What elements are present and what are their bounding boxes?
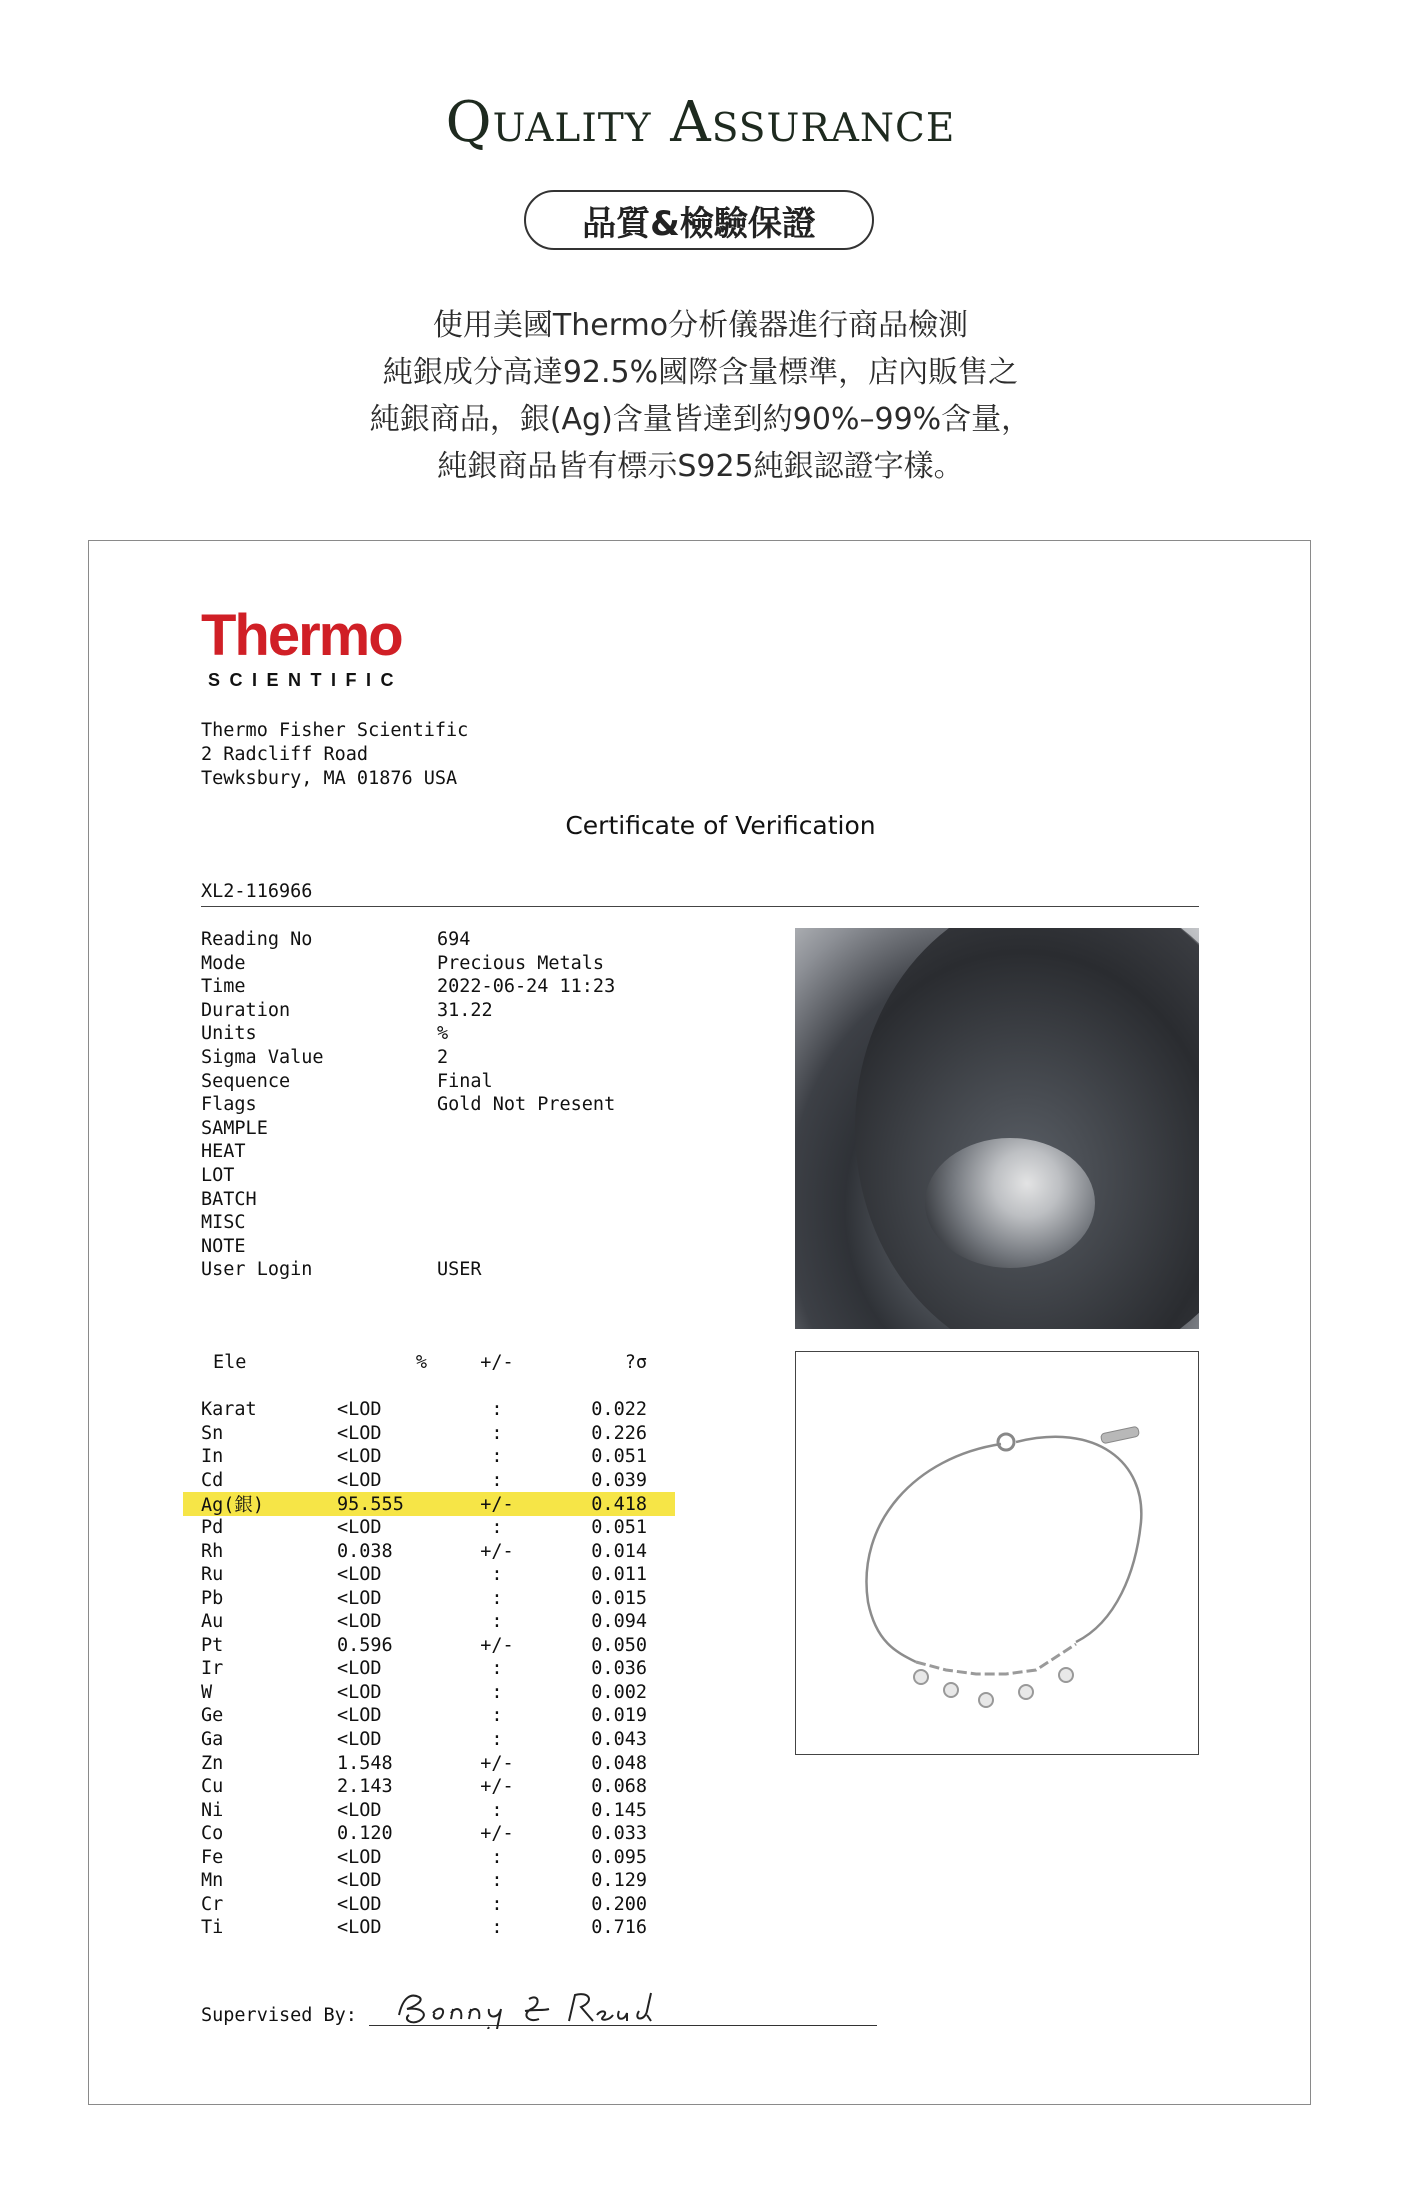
plusminus-cell: : bbox=[491, 1729, 503, 1751]
metadata-key: HEAT bbox=[201, 1141, 246, 1163]
sigma-cell: 0.015 bbox=[591, 1587, 647, 1609]
plusminus-cell: : bbox=[491, 1611, 503, 1633]
plusminus-cell: : bbox=[491, 1893, 503, 1915]
plusminus-cell: : bbox=[491, 1681, 503, 1703]
metadata-key: Duration bbox=[201, 999, 291, 1021]
plusminus-cell: +/- bbox=[480, 1776, 514, 1798]
table-row bbox=[201, 1775, 671, 1799]
percent-cell: <LOD bbox=[337, 1870, 382, 1892]
table-header bbox=[201, 1351, 671, 1375]
divider bbox=[201, 906, 1199, 907]
sigma-cell: 0.129 bbox=[591, 1870, 647, 1892]
table-row bbox=[201, 1916, 671, 1940]
col-header-sigma: ?σ bbox=[624, 1352, 647, 1374]
percent-cell: <LOD bbox=[337, 1729, 382, 1751]
sigma-cell: 0.036 bbox=[591, 1658, 647, 1680]
plusminus-cell: +/- bbox=[480, 1493, 514, 1515]
percent-cell: <LOD bbox=[337, 1799, 382, 1821]
plusminus-cell: : bbox=[491, 1564, 503, 1586]
sample-photo-rim bbox=[855, 928, 1199, 1329]
certificate-document bbox=[88, 540, 1311, 2105]
intro-line: 使用美國Thermo分析儀器進行商品檢測 bbox=[432, 308, 969, 343]
plusminus-cell: : bbox=[491, 1470, 503, 1491]
sigma-cell: 0.068 bbox=[591, 1776, 647, 1798]
percent-cell: <LOD bbox=[337, 1846, 382, 1868]
element-cell: Ti bbox=[201, 1917, 224, 1939]
percent-cell: 95.555 bbox=[337, 1493, 404, 1515]
element-cell: Karat bbox=[201, 1399, 257, 1421]
metadata-row bbox=[201, 1235, 621, 1259]
percent-cell: <LOD bbox=[337, 1399, 382, 1421]
metadata-value: USER bbox=[437, 1259, 482, 1281]
metadata-key: Units bbox=[201, 1023, 257, 1045]
table-row bbox=[201, 1445, 671, 1469]
element-cell: Zn bbox=[201, 1752, 224, 1774]
percent-cell: <LOD bbox=[337, 1917, 382, 1939]
address-line: Thermo Fisher Scientific bbox=[201, 720, 469, 741]
plusminus-cell: : bbox=[491, 1517, 503, 1539]
sigma-cell: 0.051 bbox=[591, 1517, 647, 1539]
element-cell: Sn bbox=[201, 1422, 224, 1444]
table-row bbox=[201, 1704, 671, 1728]
table-row bbox=[201, 1798, 671, 1822]
table-row bbox=[201, 1586, 671, 1610]
intro-line: 純銀商品皆有標示S925純銀認證字樣。 bbox=[437, 449, 964, 484]
sigma-cell: 0.094 bbox=[591, 1611, 647, 1633]
percent-cell: <LOD bbox=[337, 1893, 382, 1915]
sigma-cell: 0.011 bbox=[591, 1564, 647, 1586]
metadata-key: Reading No bbox=[201, 929, 313, 950]
intro-line: 純銀商品，銀(Ag)含量皆達到約90%–99%含量， bbox=[369, 402, 1032, 437]
metadata-row bbox=[201, 1022, 621, 1046]
sample-photo bbox=[795, 928, 1199, 1329]
percent-cell: 2.143 bbox=[337, 1776, 393, 1798]
table-row bbox=[201, 1634, 671, 1658]
sample-photo-stone bbox=[925, 1138, 1095, 1268]
address-line: 2 Radcliff Road bbox=[201, 744, 369, 765]
percent-cell: <LOD bbox=[337, 1681, 382, 1703]
metadata-row bbox=[201, 1070, 621, 1094]
sigma-cell: 0.200 bbox=[591, 1893, 647, 1915]
table-row bbox=[201, 1516, 671, 1540]
intro-text bbox=[0, 302, 1401, 490]
percent-cell: <LOD bbox=[337, 1517, 382, 1539]
col-header-element: Ele bbox=[213, 1352, 247, 1374]
signature-line bbox=[369, 1985, 877, 2026]
table-row bbox=[201, 1469, 671, 1493]
element-cell: In bbox=[201, 1446, 224, 1468]
thermo-logo-subtitle: SCIENTIFIC bbox=[208, 670, 404, 690]
metadata-value: % bbox=[437, 1023, 449, 1045]
plusminus-cell: +/- bbox=[480, 1823, 514, 1845]
metadata-value: Precious Metals bbox=[437, 952, 605, 974]
plusminus-cell: +/- bbox=[480, 1752, 514, 1774]
serial-number: XL2-116966 bbox=[201, 881, 313, 902]
table-row bbox=[201, 1728, 671, 1752]
element-cell: Cd bbox=[201, 1470, 224, 1491]
table-row bbox=[201, 1822, 671, 1846]
metadata-key: BATCH bbox=[201, 1188, 257, 1210]
metadata-key: Sigma Value bbox=[201, 1046, 324, 1068]
plusminus-cell: : bbox=[491, 1399, 503, 1421]
metadata-row bbox=[201, 1117, 621, 1141]
metadata-row bbox=[201, 1140, 621, 1164]
element-table bbox=[201, 1351, 671, 1940]
metadata-row bbox=[201, 1258, 621, 1282]
table-row bbox=[201, 1893, 671, 1917]
metadata-value: 694 bbox=[437, 929, 471, 950]
metadata-row bbox=[201, 1046, 621, 1070]
table-row bbox=[201, 1398, 671, 1422]
percent-cell: <LOD bbox=[337, 1422, 382, 1444]
element-cell: Cu bbox=[201, 1776, 224, 1798]
percent-cell: 0.038 bbox=[337, 1540, 393, 1562]
plusminus-cell: +/- bbox=[480, 1540, 514, 1562]
bracelet-icon bbox=[796, 1352, 1196, 1752]
plusminus-cell: : bbox=[491, 1846, 503, 1868]
element-cell: Pb bbox=[201, 1587, 224, 1609]
sigma-cell: 0.050 bbox=[591, 1634, 647, 1656]
intro-line: 純銀成分高達92.5%國際含量標準，店內販售之 bbox=[382, 355, 1019, 390]
metadata-value: Final bbox=[437, 1070, 493, 1092]
element-cell: Ga bbox=[201, 1729, 224, 1751]
percent-cell: <LOD bbox=[337, 1564, 382, 1586]
metadata-key: MISC bbox=[201, 1212, 246, 1234]
page-title: Quality Assurance bbox=[445, 90, 956, 155]
percent-cell: <LOD bbox=[337, 1705, 382, 1727]
sigma-cell: 0.145 bbox=[591, 1799, 647, 1821]
col-header-plusminus: +/- bbox=[480, 1352, 514, 1374]
certificate-title: Certificate of Verification bbox=[565, 811, 876, 840]
percent-cell: 1.548 bbox=[337, 1752, 393, 1774]
address-block bbox=[201, 719, 468, 791]
metadata-row bbox=[201, 952, 621, 976]
sigma-cell: 0.033 bbox=[591, 1823, 647, 1845]
table-body bbox=[201, 1398, 671, 1940]
plusminus-cell: : bbox=[491, 1658, 503, 1680]
element-cell: Ge bbox=[201, 1705, 224, 1727]
sigma-cell: 0.226 bbox=[591, 1422, 647, 1444]
percent-cell: <LOD bbox=[337, 1446, 382, 1468]
sigma-cell: 0.014 bbox=[591, 1540, 647, 1562]
plusminus-cell: : bbox=[491, 1587, 503, 1609]
metadata-key: LOT bbox=[201, 1164, 235, 1186]
table-row bbox=[201, 1539, 671, 1563]
element-cell: Ir bbox=[201, 1658, 224, 1680]
element-cell: Ru bbox=[201, 1564, 224, 1586]
sigma-cell: 0.039 bbox=[591, 1470, 647, 1491]
percent-cell: <LOD bbox=[337, 1658, 382, 1680]
metadata-row bbox=[201, 1211, 621, 1235]
address-line: Tewksbury, MA 01876 USA bbox=[201, 768, 458, 789]
metadata-row bbox=[201, 999, 621, 1023]
metadata-key: User Login bbox=[201, 1259, 313, 1281]
col-header-percent: % bbox=[415, 1352, 427, 1374]
plusminus-cell: : bbox=[491, 1446, 503, 1468]
element-cell: Fe bbox=[201, 1846, 224, 1868]
element-cell: W bbox=[201, 1681, 213, 1703]
metadata-value: 2022-06-24 11:23 bbox=[437, 976, 616, 998]
plusminus-cell: : bbox=[491, 1870, 503, 1892]
bracelet-photo bbox=[795, 1351, 1199, 1755]
table-row bbox=[201, 1563, 671, 1587]
metadata-row bbox=[201, 1164, 621, 1188]
sigma-cell: 0.019 bbox=[591, 1705, 647, 1727]
sigma-cell: 0.716 bbox=[591, 1917, 647, 1939]
quality-badge: 品質&檢驗保證 bbox=[524, 190, 874, 250]
metadata-row bbox=[201, 975, 621, 999]
plusminus-cell: : bbox=[491, 1799, 503, 1821]
sigma-cell: 0.051 bbox=[591, 1446, 647, 1468]
percent-cell: <LOD bbox=[337, 1470, 382, 1491]
table-row-highlighted bbox=[183, 1492, 675, 1516]
table-row bbox=[201, 1422, 671, 1446]
percent-cell: 0.596 bbox=[337, 1634, 393, 1656]
metadata-value: 2 bbox=[437, 1046, 449, 1068]
reading-metadata bbox=[201, 928, 621, 1282]
metadata-key: Time bbox=[201, 976, 246, 998]
element-cell: Ag(銀) bbox=[201, 1495, 265, 1517]
thermo-logo: Thermo bbox=[201, 603, 402, 668]
plusminus-cell: : bbox=[491, 1917, 503, 1939]
supervisor-signature bbox=[201, 1985, 877, 2026]
element-cell: Ni bbox=[201, 1799, 224, 1821]
metadata-key: Mode bbox=[201, 952, 246, 974]
metadata-row bbox=[201, 1093, 621, 1117]
metadata-value: 31.22 bbox=[437, 999, 493, 1021]
sigma-cell: 0.002 bbox=[591, 1681, 647, 1703]
element-cell: Rh bbox=[201, 1540, 224, 1562]
element-cell: Pt bbox=[201, 1634, 224, 1656]
plusminus-cell: : bbox=[491, 1422, 503, 1444]
table-row bbox=[201, 1657, 671, 1681]
supervised-label: Supervised By: bbox=[201, 2005, 357, 2026]
handwritten-signature bbox=[389, 1985, 689, 2029]
metadata-key: Sequence bbox=[201, 1070, 291, 1092]
element-cell: Au bbox=[201, 1611, 224, 1633]
element-cell: Co bbox=[201, 1823, 224, 1845]
percent-cell: <LOD bbox=[337, 1587, 382, 1609]
sigma-cell: 0.095 bbox=[591, 1846, 647, 1868]
table-row bbox=[201, 1681, 671, 1705]
percent-cell: 0.120 bbox=[337, 1823, 393, 1845]
sigma-cell: 0.418 bbox=[591, 1493, 647, 1515]
table-row bbox=[201, 1610, 671, 1634]
metadata-value: Gold Not Present bbox=[437, 1094, 616, 1116]
table-row bbox=[201, 1845, 671, 1869]
metadata-key: NOTE bbox=[201, 1235, 246, 1257]
metadata-row bbox=[201, 928, 621, 952]
sigma-cell: 0.022 bbox=[591, 1399, 647, 1421]
table-row bbox=[201, 1869, 671, 1893]
table-row bbox=[201, 1751, 671, 1775]
sigma-cell: 0.048 bbox=[591, 1752, 647, 1774]
metadata-row bbox=[201, 1188, 621, 1212]
metadata-key: Flags bbox=[201, 1094, 257, 1116]
metadata-key: SAMPLE bbox=[201, 1117, 268, 1139]
element-cell: Mn bbox=[201, 1870, 224, 1892]
element-cell: Cr bbox=[201, 1893, 224, 1915]
sigma-cell: 0.043 bbox=[591, 1729, 647, 1751]
plusminus-cell: : bbox=[491, 1705, 503, 1727]
element-cell: Pd bbox=[201, 1517, 224, 1539]
percent-cell: <LOD bbox=[337, 1611, 382, 1633]
plusminus-cell: +/- bbox=[480, 1634, 514, 1656]
